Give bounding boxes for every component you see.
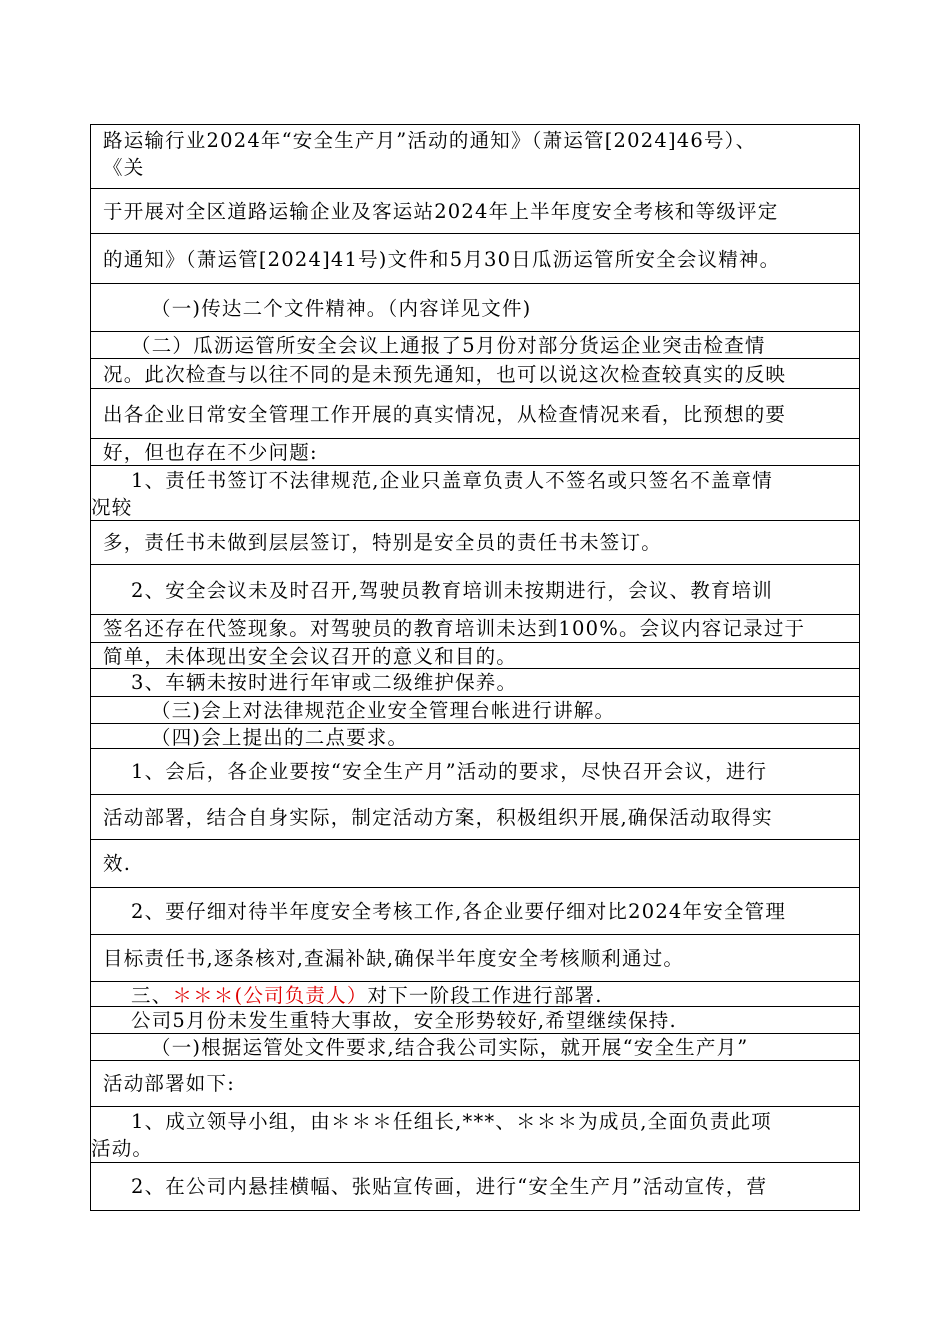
section-heading-text: 对下一阶段工作进行部署. xyxy=(367,984,603,1007)
paragraph-line: （三)会上对法律规范企业安全管理台帐进行讲解。 xyxy=(151,699,616,722)
table-row xyxy=(91,1061,859,1107)
paragraph-line: 1、会后，各企业要按“安全生产月”活动的要求，尽快召开会议，进行 xyxy=(131,760,768,783)
table-row xyxy=(91,565,859,615)
paragraph-line: 活动。 xyxy=(91,1137,154,1160)
paragraph-line: 好，但也存在不少问题: xyxy=(103,441,318,464)
paragraph-line: 效. xyxy=(103,852,132,875)
paragraph-line: 简单，未体现出安全会议召开的意义和目的。 xyxy=(103,645,518,668)
paragraph-line: 的通知》（萧运管[2024]41号)文件和5月30日瓜沥运管所安全会议精神。 xyxy=(103,248,781,271)
paragraph-line: 公司5月份未发生重特大事故，安全形势较好,希望继续保持. xyxy=(131,1009,677,1032)
paragraph-line: 况。此次检查与以往不同的是未预先通知，也可以说这次检查较真实的反映 xyxy=(103,363,787,386)
paragraph-line: 多，责任书未做到层层签订，特别是安全员的责任书未签订。 xyxy=(103,531,662,554)
paragraph-line: 3、车辆未按时进行年审或二级维护保养。 xyxy=(131,671,518,694)
table-row xyxy=(91,234,859,284)
table-row xyxy=(91,125,859,189)
table-row xyxy=(91,359,859,389)
paragraph-line: 签名还存在代签现象。对驾驶员的教育培训未达到100%。会议内容记录过于 xyxy=(103,617,806,640)
paragraph-line: 2、要仔细对待半年度安全考核工作,各企业要仔细对比2024年安全管理 xyxy=(131,900,787,923)
paragraph-line: （一)传达二个文件精神。（内容详见文件) xyxy=(151,297,532,320)
table-row xyxy=(91,1163,859,1210)
paragraph-line: 活动部署，结合自身实际，制定活动方案，积极组织开展,确保活动取得实 xyxy=(103,806,773,829)
table-row xyxy=(91,466,859,521)
paragraph-line: （二）瓜沥运管所安全会议上通报了5月份对部分货运企业突击检查情 xyxy=(131,334,766,357)
table-row xyxy=(91,724,859,749)
paragraph-line: 2、安全会议未及时召开,驾驶员教育培训未按期进行，会议、教育培训 xyxy=(131,579,774,602)
table-row xyxy=(91,697,859,724)
paragraph-line: 1、成立领导小组，由＊＊＊任组长,***、＊＊＊为成员,全面负责此项 xyxy=(131,1110,772,1133)
paragraph-line: （四)会上提出的二点要求。 xyxy=(151,726,409,749)
paragraph-line: 路运输行业2024年“安全生产月”活动的通知》（萧运管[2024]46号）、 xyxy=(103,129,757,152)
table-row xyxy=(91,982,859,1007)
table-row xyxy=(91,284,859,332)
paragraph-line: 活动部署如下: xyxy=(103,1072,235,1095)
table-row xyxy=(91,888,859,935)
table-row xyxy=(91,1007,859,1034)
document-table xyxy=(90,124,860,1211)
table-row xyxy=(91,332,859,359)
section-number: 三、 xyxy=(131,984,173,1007)
table-row xyxy=(91,749,859,795)
paragraph-line: 于开展对全区道路运输企业及客运站2024年上半年度安全考核和等级评定 xyxy=(103,200,779,223)
table-row xyxy=(91,615,859,643)
table-row xyxy=(91,795,859,840)
paragraph-line: 出各企业日常安全管理工作开展的真实情况，从检查情况来看，比预想的要 xyxy=(103,403,787,426)
responsible-person-placeholder: ＊＊＊(公司负责人） xyxy=(172,984,368,1007)
table-row xyxy=(91,935,859,982)
paragraph-line: 况较 xyxy=(91,496,133,519)
paragraph-line: （一)根据运管处文件要求,结合我公司实际，就开展“安全生产月” xyxy=(151,1036,749,1059)
paragraph-line: 2、在公司内悬挂横幅、张贴宣传画，进行“安全生产月”活动宣传，营 xyxy=(131,1175,768,1198)
table-row xyxy=(91,439,859,466)
paragraph-line: 《关 xyxy=(103,156,145,179)
table-row xyxy=(91,189,859,234)
table-row xyxy=(91,669,859,697)
table-row xyxy=(91,840,859,888)
paragraph-line: 1、责任书签订不法律规范,企业只盖章负责人不签名或只签名不盖章情 xyxy=(131,469,774,492)
section-three-heading xyxy=(131,982,849,1007)
table-row xyxy=(91,389,859,439)
paragraph-line: 目标责任书,逐条核对,查漏补缺,确保半年度安全考核顺利通过。 xyxy=(103,947,685,970)
table-row xyxy=(91,643,859,669)
table-row xyxy=(91,1107,859,1163)
table-row xyxy=(91,1034,859,1061)
table-row xyxy=(91,521,859,565)
